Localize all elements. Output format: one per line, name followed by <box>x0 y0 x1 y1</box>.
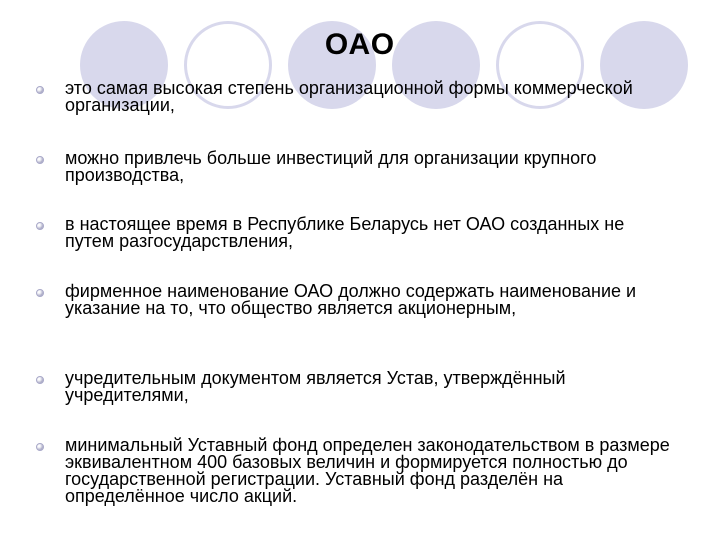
bullet-text: это самая высокая степень организационной формы коммерческой организации, <box>65 78 633 115</box>
bullet-text: фирменное наименование ОАО должно содержать наименование и указание на то, что общество является акционерным, <box>65 281 637 318</box>
slide-title-text: ОАО <box>324 28 396 61</box>
bullet-text: учредительным документом является Устав, утверждённый учредителями, <box>65 368 566 405</box>
bullet-text: минимальный Уставный фонд определен законодательством в размере эквивалентном 400 базовых величин и формируется полностью до государственной регистрации. Уставный фонд разделён на определённое число акций. <box>65 435 670 506</box>
bullet-text: можно привлечь больше инвестиций для организации крупного производства, <box>65 148 597 185</box>
bullet-circle-icon <box>36 86 44 94</box>
bullet-circle-icon <box>36 156 44 164</box>
bullet-circle-icon <box>36 443 44 451</box>
bullet-circle-icon <box>36 289 44 297</box>
slide-title <box>0 27 720 63</box>
bullet-circle-icon <box>36 222 44 230</box>
bullet-circle-icon <box>36 376 44 384</box>
bullet-text: в настоящее время в Республике Беларусь нет ОАО созданных не путем разгосударствления, <box>65 214 625 251</box>
